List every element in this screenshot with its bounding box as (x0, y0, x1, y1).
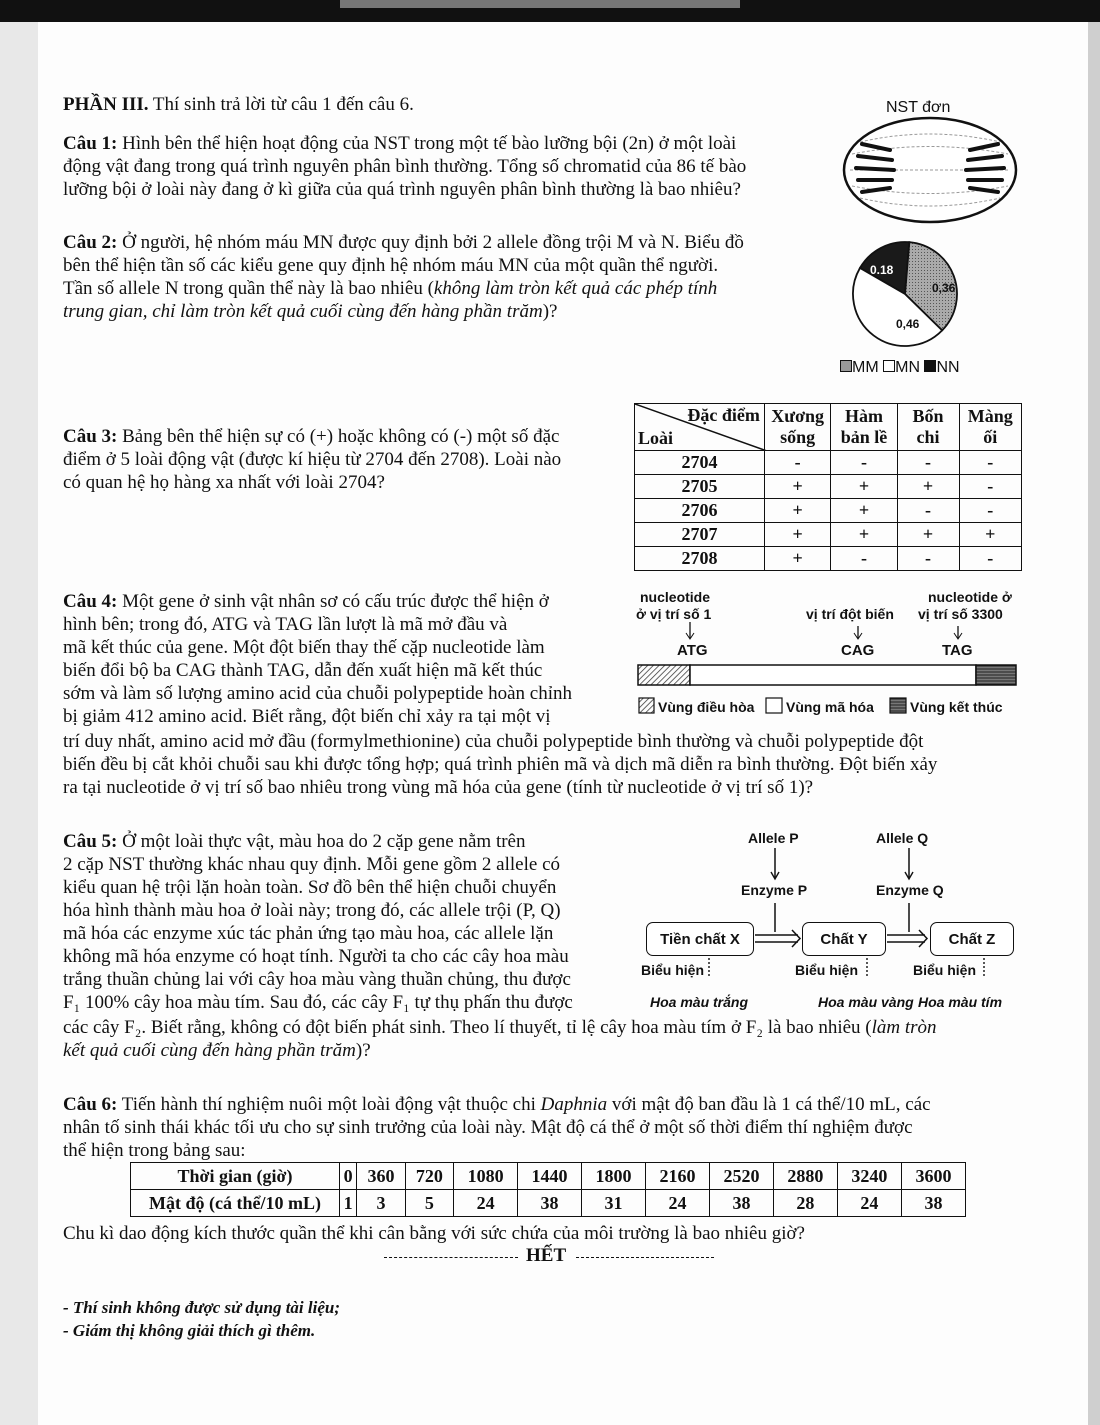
q1-line2: động vật đang trong quá trình nguyên phân bình thường. Tổng số chromatid của 86 tế bào (63, 156, 747, 177)
q5-line5: mã hóa các enzyme xúc tác phản ứng tạo màu hoa, các allele lặn (63, 923, 554, 944)
q6-density-cell: 38 (901, 1190, 965, 1217)
q3-header-1-a: Hàm (844, 406, 883, 426)
q6-line3: thể hiện trong bảng sau: (63, 1140, 246, 1161)
q3-line3: có quan hệ họ hàng xa nhất với loài 2704? (63, 472, 385, 493)
q5-yellow: Hoa màu vàng (818, 994, 914, 1010)
q2-line3 (63, 277, 717, 300)
q3-cell: - (831, 451, 897, 475)
q4-right-label2: vị trí số 3300 (918, 606, 1003, 622)
q5-allele-q: Allele Q (876, 830, 929, 846)
q3-trait-table (634, 403, 1022, 571)
q3-cell: - (959, 451, 1022, 475)
q3-header-0-b: sống (780, 427, 816, 447)
pie-label-mn: 0,46 (896, 317, 920, 331)
q6-density-cell: 1 (340, 1190, 357, 1217)
q5-line1 (63, 830, 526, 853)
q5-enzyme-p: Enzyme P (741, 882, 808, 898)
q2-line1-text: Ở người, hệ nhóm máu MN được quy định bởi 2 allele đồng trội M và N. Biểu đồ (117, 232, 744, 253)
q3-species-id: 2705 (635, 475, 765, 499)
q4-line2: hình bên; trong đó, ATG và TAG lần lượt là mã mở đầu và (63, 614, 508, 635)
q4-legend-reg: Vùng điều hòa (658, 699, 755, 715)
q2-label: Câu 2: (63, 232, 118, 253)
q3-cell: - (897, 451, 959, 475)
q3-cell: + (897, 523, 959, 547)
q3-row-3 (635, 523, 1022, 547)
note-1: - Thí sinh không được sử dụng tài liệu; (63, 1298, 340, 1317)
part-header-text: Thí sinh trả lời từ câu 1 đến câu 6. (148, 94, 414, 115)
pie-legend (840, 360, 960, 375)
q4-mid-label: vị trí đột biến (806, 606, 894, 622)
q3-cell: + (764, 475, 831, 499)
q3-header-3-a: Màng (967, 406, 1013, 426)
q4-line4: biến đổi bộ ba CAG thành TAG, dẫn đến xuất hiện mã kết thúc (63, 660, 543, 681)
q6-time-cell: 720 (405, 1163, 453, 1190)
q5-box-z: Chất Z (930, 922, 1014, 956)
q5-line8: F₁ 100% cây hoa màu tím. Sau đó, các cây F₁ tự thụ phấn thu được (63, 992, 573, 1013)
q5-box-y: Chất Y (802, 922, 886, 956)
end-rule-left (384, 1257, 518, 1258)
q3-cell: + (764, 547, 831, 571)
q5-line7: trắng thuần chủng lai với cây hoa màu vàng thuần chủng, thu được (63, 969, 571, 990)
q3-cell: + (831, 523, 897, 547)
pie-label-nn: 0.18 (870, 263, 894, 277)
q6-question: Chu kì dao động kích thước quần thể khi cân bằng với sức chứa của môi trường là bao nhiêu giờ? (63, 1223, 805, 1244)
q4-line8: biến đều bị cắt khỏi chuỗi sau khi được tổng hợp; quá trình phiên mã và dịch mã diễn ra bình thường. Đột biến xảy (63, 754, 938, 775)
q3-corner-cell (635, 404, 765, 451)
q2-line3-italic: không làm tròn kết quả các phép tính (433, 278, 718, 299)
q3-header-1 (831, 404, 897, 451)
q5-line10-end: )? (355, 1040, 371, 1061)
q6-time-cell: 1800 (582, 1163, 646, 1190)
q6-time-cell: 2520 (709, 1163, 773, 1190)
q5-allele-p: Allele P (748, 830, 799, 846)
q6-density-cell: 5 (405, 1190, 453, 1217)
q3-line1 (63, 425, 559, 448)
q1-label: Câu 1: (63, 133, 118, 154)
q6-time-cell: 1440 (518, 1163, 582, 1190)
q4-line1 (63, 590, 549, 613)
q3-cell: + (764, 523, 831, 547)
q3-cell: - (831, 547, 897, 571)
q6-line1-text2: với mật độ ban đầu là 1 cá thể/10 mL, các (607, 1094, 931, 1115)
q3-species-id: 2704 (635, 451, 765, 475)
q3-header-3-b: ối (983, 427, 998, 447)
q2-line2: bên thể hiện tần số các kiểu gene quy định hệ nhóm máu MN của một quần thể người. (63, 255, 719, 276)
q5-white: Hoa màu trắng (650, 994, 749, 1010)
q6-time-cell: 0 (340, 1163, 357, 1190)
q4-line7: trí duy nhất, amino acid mở đầu (formylmethionine) của chuỗi polypeptide bình thường và chuỗi polypeptide đột (63, 731, 924, 752)
q6-time-cell: 2160 (646, 1163, 710, 1190)
part-header-bold: PHẦN III. (63, 94, 149, 115)
q3-header-3 (959, 404, 1022, 451)
q5-express-x: Biểu hiện (641, 962, 705, 978)
q3-header-2 (897, 404, 959, 451)
q1-line1-text: Hình bên thể hiện hoạt động của NST trong một tế bào lưỡng bội (2n) ở một loài (117, 133, 737, 154)
q3-cell: - (959, 547, 1022, 571)
q6-density-cell: 31 (582, 1190, 646, 1217)
end-mark: HẾT (526, 1245, 567, 1266)
q5-express-z: Biểu hiện (913, 962, 977, 978)
note-2: - Giám thị không giải thích gì thêm. (63, 1321, 316, 1340)
legend-nn: NN (936, 359, 960, 376)
end-rule-right (576, 1257, 714, 1258)
q3-cell: + (831, 499, 897, 523)
q3-cell: - (897, 499, 959, 523)
q4-label: Câu 4: (63, 591, 118, 612)
q3-corner-top: Đặc điểm (687, 405, 760, 425)
legend-mm: MM (852, 359, 879, 376)
q6-density-cell: 24 (646, 1190, 710, 1217)
q6-density-cell: 3 (357, 1190, 405, 1217)
q3-cell: + (959, 523, 1022, 547)
q1-line3: lưỡng bội ở loài này đang ở kì giữa của quá trình nguyên phân bình thường là bao nhiêu? (63, 179, 741, 200)
legend-mm-swatch (840, 360, 852, 372)
q3-row-1 (635, 475, 1022, 499)
q5-line10-italic: kết quả cuối cùng đến hàng phần trăm (63, 1040, 356, 1061)
q5-line6: không mã hóa enzyme có hoạt tính. Người ta cho các cây hoa màu (63, 946, 569, 967)
q3-row-2 (635, 499, 1022, 523)
q5-line3: kiểu quan hệ trội lặn hoàn toàn. Sơ đồ bên thể hiện chuỗi chuyển (63, 877, 557, 898)
cell-anaphase-figure (840, 114, 1020, 226)
q3-row-0 (635, 451, 1022, 475)
legend-nn-swatch (924, 360, 936, 372)
q5-line9-text: các cây F₂. Biết rằng, không có đột biến phát sinh. Theo lí thuyết, tỉ lệ cây hoa màu tím ở F₂ là bao nhiêu ( (63, 1017, 872, 1038)
q3-cell: - (959, 499, 1022, 523)
q3-row-4 (635, 547, 1022, 571)
q5-enzyme-q: Enzyme Q (876, 882, 944, 898)
q2-line1 (63, 231, 744, 254)
q2-line4-italic: trung gian, chỉ làm tròn kết quả cuối cùng đến hàng phần trăm (63, 301, 543, 322)
q6-density-cell: 38 (709, 1190, 773, 1217)
q5-purple: Hoa màu tím (918, 994, 1003, 1010)
q5-pathway-arrows (640, 848, 1030, 978)
q3-cell: + (764, 499, 831, 523)
scan-top-gray (340, 0, 740, 8)
q5-label: Câu 5: (63, 831, 118, 852)
q4-line1-text: Một gene ở sinh vật nhân sơ có cấu trúc được thể hiện ở (117, 591, 549, 612)
q4-legend-end: Vùng kết thúc (910, 699, 1003, 715)
q6-density-cell: 24 (837, 1190, 901, 1217)
scan-left-edge (0, 22, 38, 1425)
part-header (63, 93, 414, 116)
q3-line1-text: Bảng bên thể hiện sự có (+) hoặc không có (-) một số đặc (117, 426, 560, 447)
q5-line4: hóa hình thành màu hoa ở loài này; trong đó, các allele trội (P, Q) (63, 900, 561, 921)
q4-legend-code: Vùng mã hóa (786, 699, 874, 715)
q5-box-x: Tiền chất X (646, 922, 754, 956)
q4-right-label1: nucleotide ở (928, 589, 1012, 605)
q4-line5: sớm và làm số lượng amino acid của chuỗi polypeptide hoàn chỉnh (63, 683, 572, 704)
q3-header-1-b: bản lề (840, 427, 888, 447)
q4-line6: bị giảm 412 amino acid. Biết rằng, đột biến chỉ xảy ra tại một vị (63, 706, 551, 727)
q6-line1-text: Tiến hành thí nghiệm nuôi một loài động vật thuộc chi (117, 1094, 541, 1115)
q3-header-2-a: Bốn (912, 406, 944, 426)
q3-cell: + (897, 475, 959, 499)
genotype-pie-chart (840, 240, 970, 350)
q2-line4 (63, 300, 557, 323)
q6-time-cell: 1080 (454, 1163, 518, 1190)
q3-cell: - (959, 475, 1022, 499)
q1-figure-label: NST đơn (886, 99, 951, 116)
q6-time-cell: 3600 (901, 1163, 965, 1190)
legend-mn: MN (895, 359, 920, 376)
q3-corner-bottom: Loài (638, 428, 674, 448)
q4-codon-start: ATG (677, 642, 708, 659)
q4-line3: mã kết thúc của gene. Một đột biến thay thế cặp nucleotide làm (63, 637, 545, 658)
q4-line9: ra tại nucleotide ở vị trí số bao nhiêu trong vùng mã hóa của gene (tính từ nucleotide ở vị trí số 1)? (63, 777, 814, 798)
q3-species-id: 2707 (635, 523, 765, 547)
q6-time-cell: 2880 (773, 1163, 837, 1190)
q5-line10 (63, 1039, 371, 1062)
q2-line4-end: )? (542, 301, 558, 322)
q3-header-0 (764, 404, 831, 451)
q2-line3-text: Tần số allele N trong quần thể này là bao nhiêu ( (63, 278, 434, 299)
q1-line1 (63, 132, 736, 155)
q5-line9 (63, 1016, 937, 1039)
q6-density-cell: 38 (518, 1190, 582, 1217)
q3-species-id: 2706 (635, 499, 765, 523)
q4-left-label2: ở vị trí số 1 (636, 606, 712, 622)
q6-line1 (63, 1093, 931, 1116)
q3-label: Câu 3: (63, 426, 118, 447)
q5-line2: 2 cặp NST thường khác nhau quy định. Mỗi gene gồm 2 allele có (63, 854, 561, 875)
q3-species-id: 2708 (635, 547, 765, 571)
q6-time-cell: 360 (357, 1163, 405, 1190)
q3-header-0-a: Xương (771, 406, 825, 426)
q4-codon-mut: CAG (841, 642, 875, 659)
q6-density-cell: 28 (773, 1190, 837, 1217)
q6-row2-label: Mật độ (cá thể/10 mL) (131, 1190, 340, 1217)
q4-left-label1: nucleotide (640, 589, 711, 605)
q6-row1-label: Thời gian (giờ) (131, 1163, 340, 1190)
q6-label: Câu 6: (63, 1094, 118, 1115)
q6-density-table (130, 1162, 966, 1217)
q3-cell: + (831, 475, 897, 499)
q4-codon-stop: TAG (942, 642, 973, 659)
q6-line1-italic: Daphnia (540, 1094, 608, 1115)
q5-line1-text: Ở một loài thực vật, màu hoa do 2 cặp gene nằm trên (117, 831, 526, 852)
q5-line9-italic: làm tròn (871, 1017, 937, 1038)
q3-cell: - (897, 547, 959, 571)
q3-cell: - (764, 451, 831, 475)
q3-line2: điểm ở 5 loài động vật (được kí hiệu từ 2704 đến 2708). Loài nào (63, 449, 562, 470)
q3-header-2-b: chi (916, 427, 940, 447)
q5-express-y: Biểu hiện (795, 962, 859, 978)
q6-time-cell: 3240 (837, 1163, 901, 1190)
legend-mn-swatch (883, 360, 895, 372)
pie-label-mm: 0,36 (932, 281, 956, 295)
q6-line2: nhân tố sinh thái khác tối ưu cho sự sinh trưởng của loài này. Mật độ cá thể ở một số thời điểm thí nghiệm được (63, 1117, 913, 1138)
q6-density-cell: 24 (454, 1190, 518, 1217)
